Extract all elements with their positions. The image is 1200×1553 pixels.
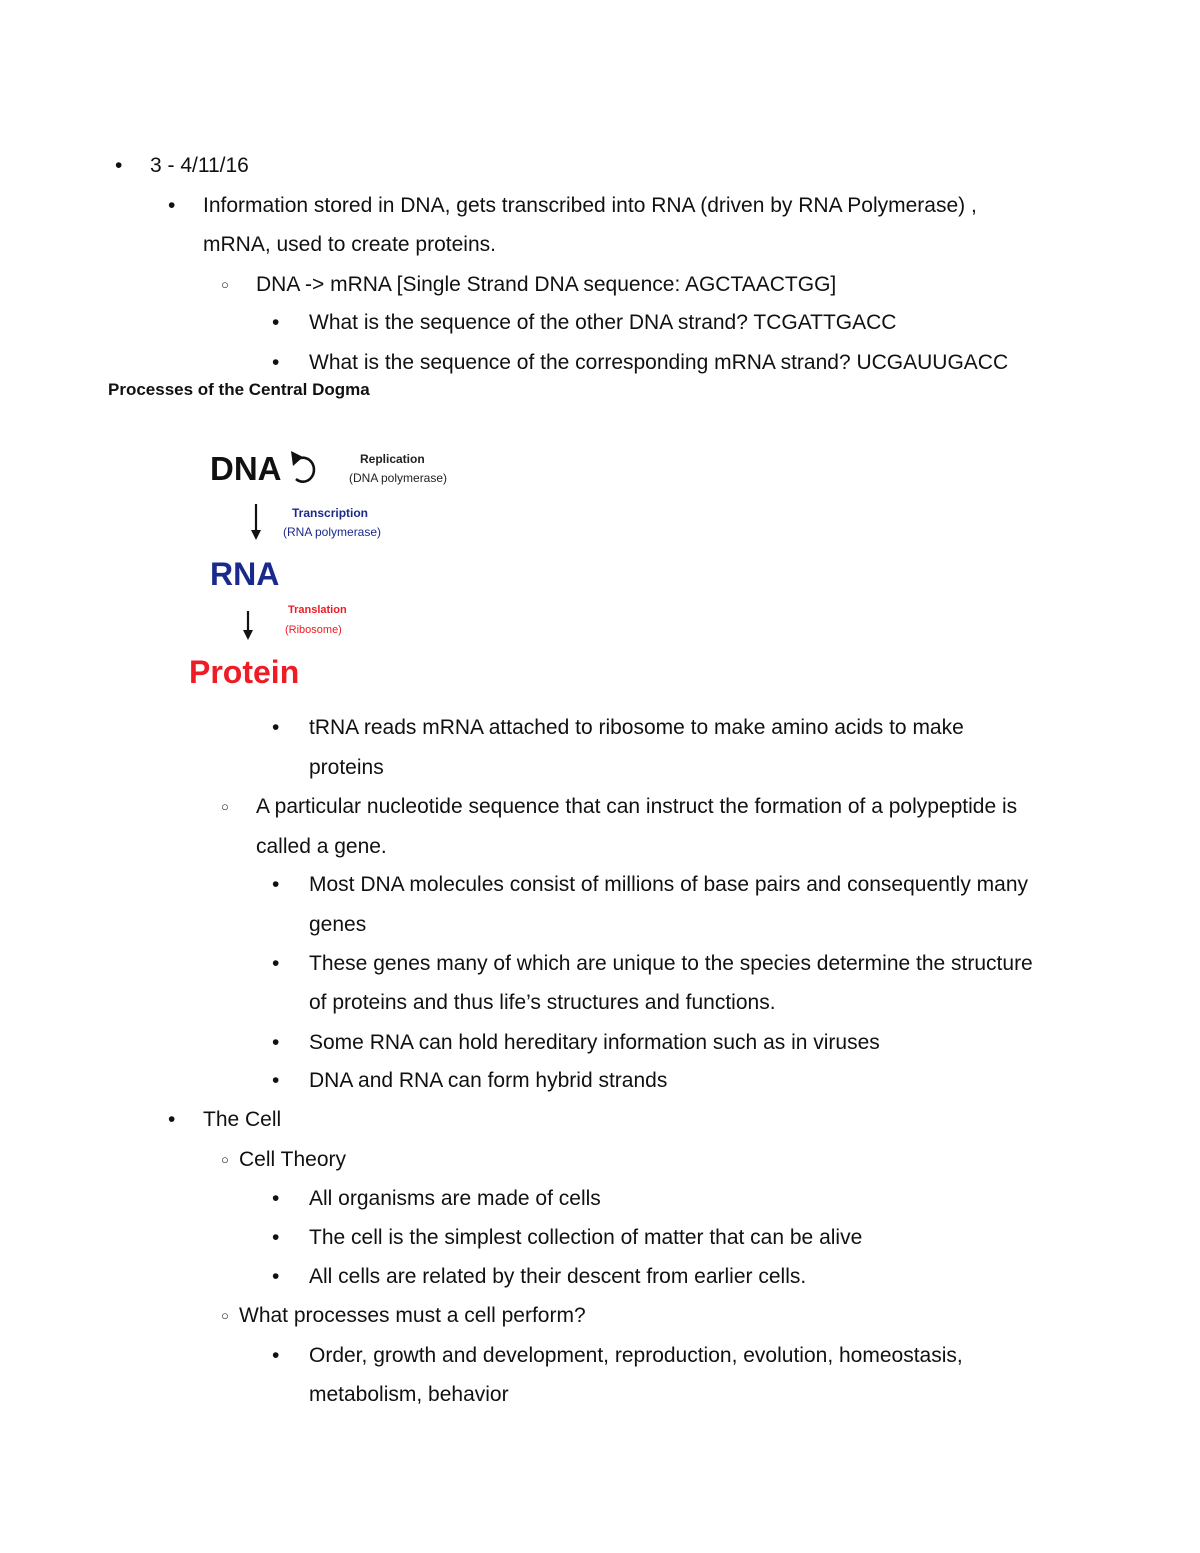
- bullet-dot: [272, 949, 279, 979]
- date-heading: 3 - 4/11/16: [150, 154, 249, 177]
- bullet-dot: [272, 1066, 279, 1096]
- translation-label: Translation: [288, 604, 347, 616]
- trna-line-2: proteins: [309, 756, 384, 779]
- protein-label: Protein: [189, 654, 300, 690]
- bullet-dot: [272, 308, 279, 338]
- cell-theory-heading: Cell Theory: [239, 1148, 346, 1171]
- genes-unique-line-2: of proteins and thus life’s structures and functions.: [309, 991, 776, 1014]
- info-line-1: Information stored in DNA, gets transcribed into RNA (driven by RNA Polymerase) ,: [203, 194, 977, 217]
- processes-line-2: metabolism, behavior: [309, 1383, 509, 1406]
- translation-enzyme-label: (Ribosome): [285, 624, 342, 636]
- bullet-dot: [168, 191, 175, 221]
- question-other-strand: What is the sequence of the other DNA strand? TCGATTGACC: [309, 311, 897, 334]
- most-dna-line-1: Most DNA molecules consist of millions of base pairs and consequently many: [309, 873, 1029, 896]
- cell-theory-item-2: The cell is the simplest collection of matter that can be alive: [309, 1226, 863, 1249]
- bullet-dot: [272, 1028, 279, 1058]
- trna-line-1: tRNA reads mRNA attached to ribosome to make amino acids to make: [309, 716, 964, 739]
- bullet-dot: [272, 1341, 279, 1371]
- replication-enzyme-label: (DNA polymerase): [349, 471, 448, 485]
- figure-title: Processes of the Central Dogma: [108, 380, 370, 399]
- bullet-dot: [272, 348, 279, 378]
- translation-arrow-icon: [243, 611, 253, 640]
- dna-label: DNA: [210, 450, 282, 487]
- bullet-circle: [221, 792, 229, 822]
- central-dogma-arrows: [100, 380, 580, 700]
- genes-unique-line-1: These genes many of which are unique to the species determine the structure: [309, 952, 1033, 975]
- bullet-dot: [272, 870, 279, 900]
- dna-to-mrna: DNA -> mRNA [Single Strand DNA sequence: AGCTAACTGG]: [256, 273, 837, 296]
- bullet-circle: [221, 270, 229, 300]
- gene-line-2: called a gene.: [256, 835, 387, 858]
- rna-label: RNA: [210, 556, 280, 592]
- most-dna-line-2: genes: [309, 913, 367, 936]
- processes-line-1: Order, growth and development, reproduction, evolution, homeostasis,: [309, 1344, 963, 1367]
- hybrid-strands: DNA and RNA can form hybrid strands: [309, 1069, 668, 1092]
- cell-theory-item-3: All cells are related by their descent from earlier cells.: [309, 1265, 807, 1288]
- central-dogma-figure: [100, 380, 580, 700]
- cell-theory-item-1: All organisms are made of cells: [309, 1187, 601, 1210]
- bullet-dot: [168, 1105, 175, 1135]
- transcription-label: Transcription: [292, 506, 369, 520]
- the-cell-heading: The Cell: [203, 1108, 282, 1131]
- transcription-enzyme-label: (RNA polymerase): [283, 525, 382, 539]
- processes-question: What processes must a cell perform?: [239, 1304, 586, 1327]
- replication-cycle-icon: [291, 451, 314, 482]
- question-mrna-strand: What is the sequence of the corresponding mRNA strand? UCGAUUGACC: [309, 351, 1009, 374]
- replication-label: Replication: [360, 452, 425, 466]
- bullet-dot: [272, 1262, 279, 1292]
- gene-line-1: A particular nucleotide sequence that can instruct the formation of a polypeptide is: [256, 795, 1018, 818]
- bullet-circle: [221, 1301, 229, 1331]
- bullet-dot: [272, 1223, 279, 1253]
- bullet-dot: [272, 1184, 279, 1214]
- info-line-2: mRNA, used to create proteins.: [203, 233, 496, 256]
- bullet-dot: [115, 151, 122, 181]
- transcription-arrow-icon: [251, 504, 261, 540]
- bullet-circle: [221, 1145, 229, 1175]
- bullet-dot: [272, 713, 279, 743]
- rna-hereditary: Some RNA can hold hereditary information such as in viruses: [309, 1031, 880, 1054]
